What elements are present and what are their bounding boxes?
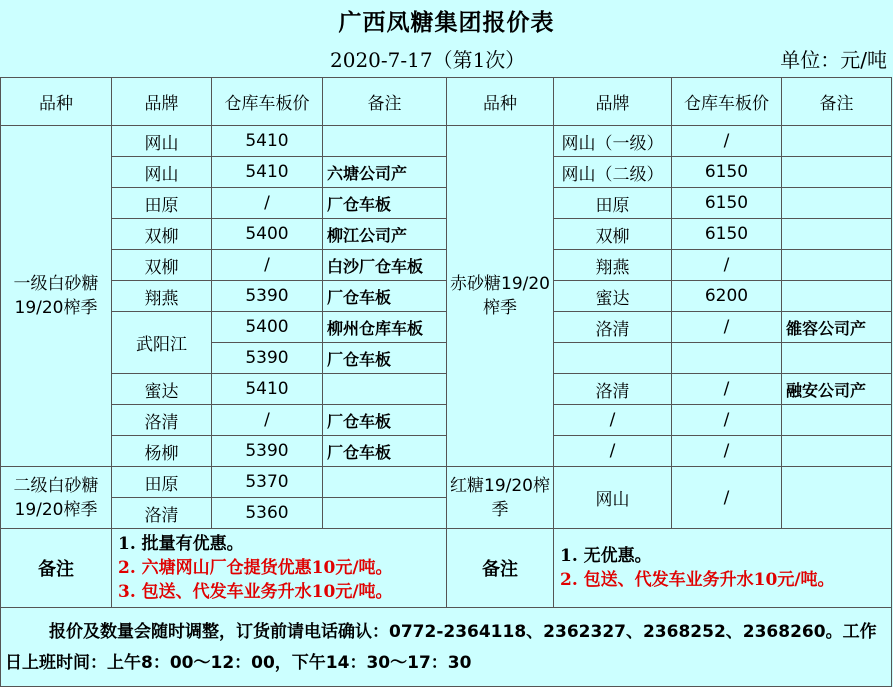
note-cell <box>782 343 892 374</box>
price-cell: / <box>212 405 323 436</box>
price-cell: 5360 <box>212 498 323 529</box>
header-cell: 备注 <box>323 78 447 126</box>
note-cell: 厂仓车板 <box>323 343 447 374</box>
remark-line: 2. 六塘网山厂仓提货优惠10元/吨。 <box>118 558 393 578</box>
brand-cell: 网山 <box>554 467 672 529</box>
remark-line: 1. 批量有优惠。 <box>118 534 244 554</box>
category-second-grade-white-sugar: 二级白砂糖19/20榨季 <box>1 467 112 529</box>
brand-cell: 田原 <box>112 188 212 219</box>
remark-line: 2. 包送、代发车业务升水10元/吨。 <box>560 570 835 590</box>
price-cell: 5400 <box>212 219 323 250</box>
price-cell: 6150 <box>672 188 782 219</box>
note-cell <box>782 157 892 188</box>
header-cell: 品种 <box>447 78 554 126</box>
price-cell: / <box>212 188 323 219</box>
remarks-label-left: 备注 <box>1 529 112 608</box>
table-row <box>1 219 892 250</box>
note-cell: 厂仓车板 <box>323 405 447 436</box>
price-cell: / <box>672 405 782 436</box>
note-cell <box>782 250 892 281</box>
price-cell: / <box>672 126 782 157</box>
table-row <box>1 467 892 498</box>
note-cell: 雒容公司产 <box>782 312 892 343</box>
brand-cell <box>554 343 672 374</box>
brand-cell: 双柳 <box>554 219 672 250</box>
table-row <box>1 126 892 157</box>
brand-cell: 翔燕 <box>554 250 672 281</box>
header-cell: 仓库车板价 <box>672 78 782 126</box>
remarks-row <box>1 529 892 608</box>
price-cell: / <box>672 467 782 529</box>
brand-cell: 洛清 <box>554 374 672 405</box>
header-cell: 品牌 <box>112 78 212 126</box>
table-row <box>1 405 892 436</box>
price-cell: 5410 <box>212 374 323 405</box>
remarks-left <box>112 529 447 608</box>
note-cell <box>323 126 447 157</box>
price-cell: / <box>672 436 782 467</box>
footer-row <box>1 608 892 687</box>
table-row <box>1 157 892 188</box>
price-cell: 5370 <box>212 467 323 498</box>
brand-cell: 田原 <box>554 188 672 219</box>
brand-cell: 洛清 <box>554 312 672 343</box>
brand-cell: 网山 <box>112 157 212 188</box>
price-table <box>0 77 892 687</box>
note-cell: 六塘公司产 <box>323 157 447 188</box>
remarks-label-right: 备注 <box>447 529 554 608</box>
price-cell: 5390 <box>212 281 323 312</box>
note-cell <box>323 498 447 529</box>
brand-cell: 田原 <box>112 467 212 498</box>
brand-cell: 翔燕 <box>112 281 212 312</box>
note-cell <box>323 374 447 405</box>
table-row <box>1 312 892 343</box>
table-row <box>1 250 892 281</box>
remark-line: 1. 无优惠。 <box>560 546 652 566</box>
unit-label: 单位：元/吨 <box>780 48 887 72</box>
note-cell: 厂仓车板 <box>323 281 447 312</box>
note-cell <box>782 126 892 157</box>
note-cell: 厂仓车板 <box>323 188 447 219</box>
note-cell: 白沙厂仓车板 <box>323 250 447 281</box>
header-cell: 仓库车板价 <box>212 78 323 126</box>
note-cell: 柳江公司产 <box>323 219 447 250</box>
contact-footer <box>1 608 892 687</box>
table-row <box>1 281 892 312</box>
table-row <box>1 436 892 467</box>
remarks-right <box>554 529 892 608</box>
price-cell: / <box>672 312 782 343</box>
brand-cell-wuyangjiang: 武阳江 <box>112 312 212 374</box>
table-row <box>1 374 892 405</box>
price-cell: 5390 <box>212 436 323 467</box>
brand-cell: / <box>554 405 672 436</box>
price-cell: 5390 <box>212 343 323 374</box>
brand-cell: 杨柳 <box>112 436 212 467</box>
note-cell <box>323 467 447 498</box>
header-cell: 品牌 <box>554 78 672 126</box>
price-cell: 5400 <box>212 312 323 343</box>
header-cell: 品种 <box>1 78 112 126</box>
quote-date: 2020-7-17（第1次） <box>330 48 526 72</box>
note-cell <box>782 281 892 312</box>
sheet-title: 广西凤糖集团报价表 <box>338 10 555 36</box>
price-cell: / <box>672 250 782 281</box>
header-row <box>1 78 892 126</box>
price-cell: / <box>672 374 782 405</box>
brand-cell: 网山 <box>112 126 212 157</box>
remark-line: 3. 包送、代发车业务升水10元/吨。 <box>118 582 393 602</box>
brand-cell: 网山（二级） <box>554 157 672 188</box>
note-cell: 柳州仓库车板 <box>323 312 447 343</box>
brand-cell: 蜜达 <box>554 281 672 312</box>
price-cell <box>672 343 782 374</box>
brand-cell: 蜜达 <box>112 374 212 405</box>
brand-cell: 双柳 <box>112 250 212 281</box>
note-cell: 融安公司产 <box>782 374 892 405</box>
note-cell: 厂仓车板 <box>323 436 447 467</box>
price-cell: 6150 <box>672 157 782 188</box>
note-cell <box>782 467 892 529</box>
note-cell <box>782 188 892 219</box>
category-red-sugar: 红糖19/20榨季 <box>447 467 554 529</box>
note-cell <box>782 219 892 250</box>
brand-cell: 双柳 <box>112 219 212 250</box>
category-brown-sugar: 赤砂糖19/20榨季 <box>447 126 554 467</box>
price-cell: 5410 <box>212 126 323 157</box>
header-cell: 备注 <box>782 78 892 126</box>
brand-cell: 洛清 <box>112 405 212 436</box>
note-cell <box>782 436 892 467</box>
price-cell: 6200 <box>672 281 782 312</box>
table-row <box>1 188 892 219</box>
brand-cell: / <box>554 436 672 467</box>
price-cell: / <box>212 250 323 281</box>
footer-text: 报价及数量会随时调整，订货前请电话确认：0772-2364118、2362327、2368252、2368260。工作日上班时间：上午8：00～12：00，下午14：30～17：30 <box>5 622 877 673</box>
brand-cell: 网山（一级） <box>554 126 672 157</box>
note-cell <box>782 405 892 436</box>
price-cell: 6150 <box>672 219 782 250</box>
category-first-grade-white-sugar: 一级白砂糖19/20榨季 <box>1 126 112 467</box>
brand-cell: 洛清 <box>112 498 212 529</box>
price-cell: 5410 <box>212 157 323 188</box>
